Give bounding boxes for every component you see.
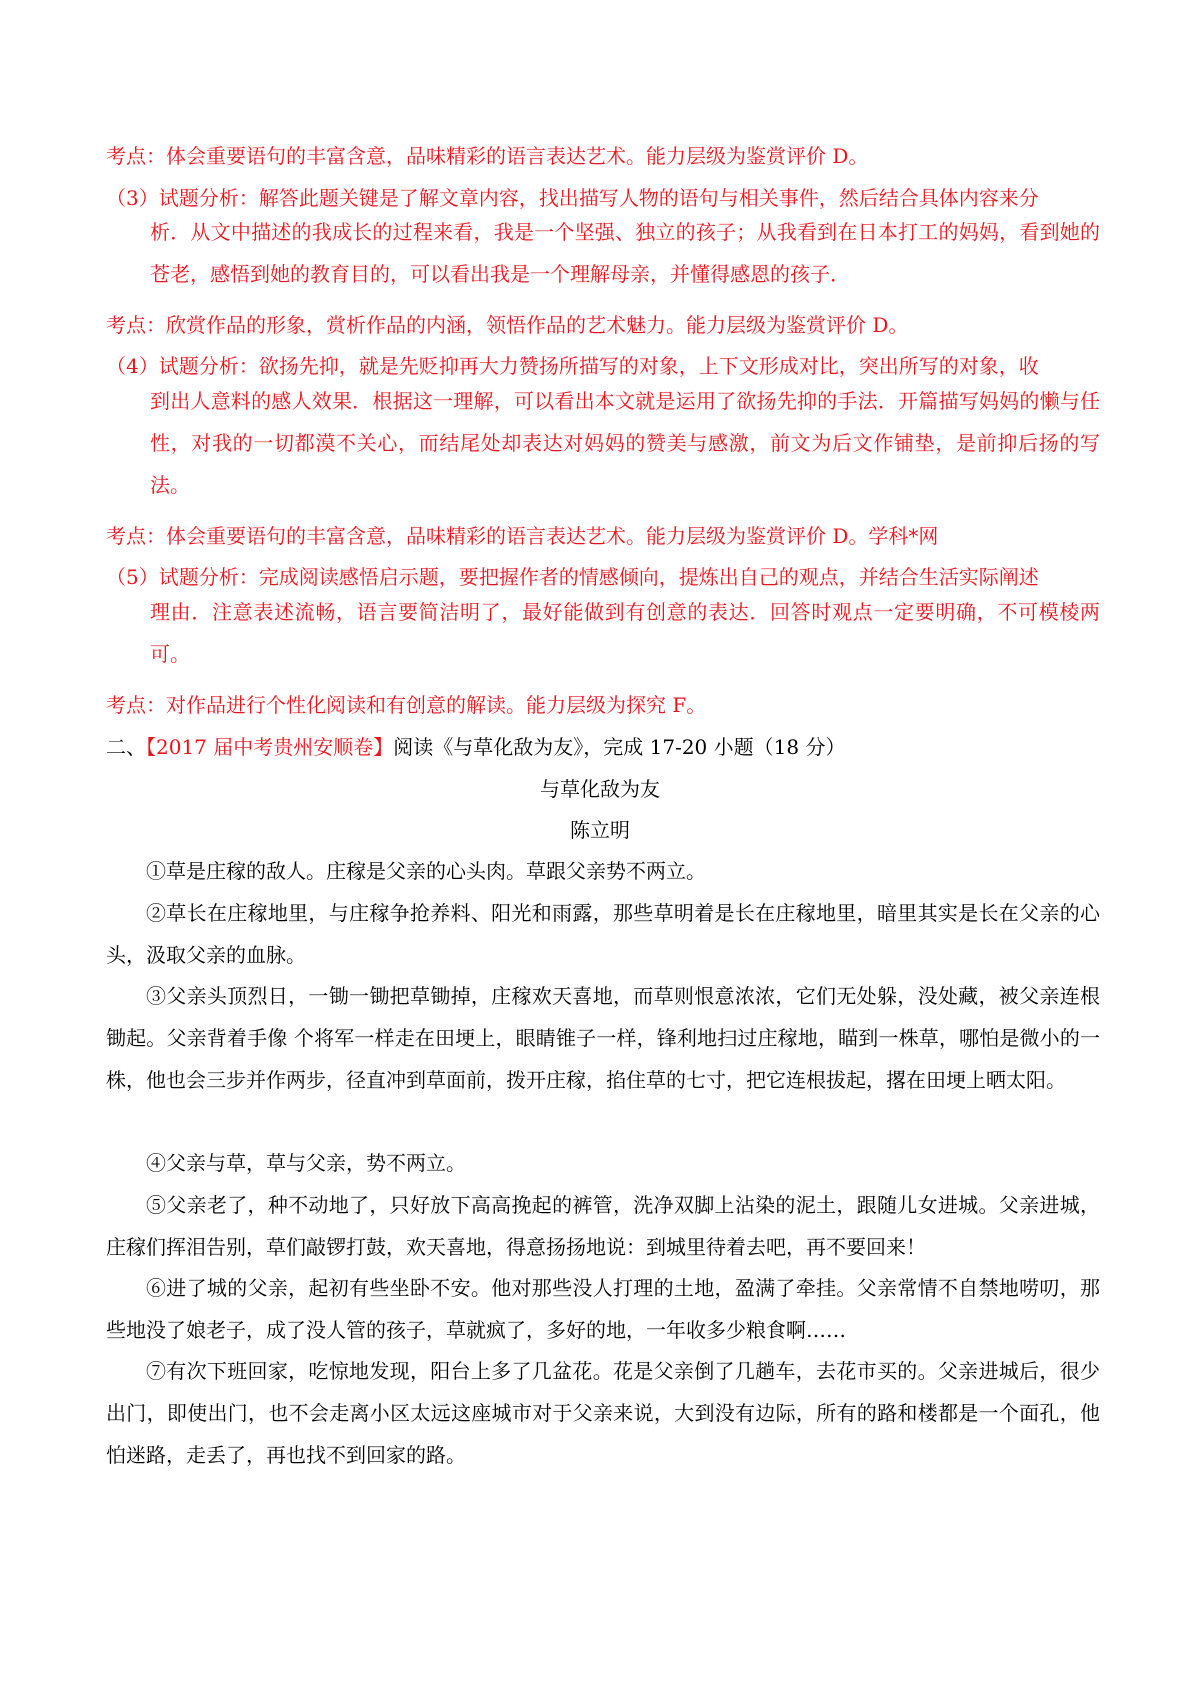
article-author: 陈立明 [570, 818, 630, 842]
article-paragraph-5: ⑤父亲老了，种不动地了，只好放下高高挽起的裤管，洗净双脚上沾染的泥土，跟随儿女进城。父亲进城，庄稼们挥泪告别，草们敲锣打鼓，欢天喜地，得意扬扬地说：到城里待着去吧，再不要回来！ [106, 1193, 1100, 1259]
article-paragraph-1: ①草是庄稼的敌人。庄稼是父亲的心头肉。草跟父亲势不两立。 [146, 859, 706, 883]
kaodian-line-2: 考点：欣赏作品的形象，赏析作品的内涵，领悟作品的艺术魅力。能力层级为鉴赏评价 D。 [106, 313, 909, 337]
kaodian-line-1: 考点：体会重要语句的丰富含意，品味精彩的语言表达艺术。能力层级为鉴赏评价 D。 [106, 144, 869, 168]
article-paragraph-2: ②草长在庄稼地里，与庄稼争抢养料、阳光和雨露，那些草明着是长在庄稼地里，暗里其实是长在父亲的心头，汲取父亲的血脉。 [106, 901, 1100, 967]
article-title: 与草化敌为友 [540, 777, 660, 801]
kaodian-line-3: 考点：体会重要语句的丰富含意，品味精彩的语言表达艺术。能力层级为鉴赏评价 D。学科*网 [106, 524, 939, 548]
q3-analysis-rest: 析．从文中描述的我成长的过程来看，我是一个坚强、独立的孩子；从我看到在日本打工的妈妈，看到她的苍老，感悟到她的教育目的，可以看出我是一个理解母亲，并懂得感恩的孩子． [150, 220, 1100, 286]
q5-analysis-rest: 理由．注意表述流畅，语言要简洁明了，最好能做到有创意的表达．回答时观点一定要明确，不可模棱两可。 [150, 600, 1100, 666]
article-paragraph-4: ④父亲与草，草与父亲，势不两立。 [146, 1151, 466, 1175]
kaodian-line-4: 考点：对作品进行个性化阅读和有创意的解读。能力层级为探究 F。 [106, 693, 707, 717]
q4-analysis-rest: 到出人意料的感人效果．根据这一理解，可以看出本文就是运用了欲扬先抑的手法．开篇描写妈妈的懒与任性，对我的一切都漠不关心，而结尾处却表达对妈妈的赞美与感激，前文为后文作铺垫，是前抑后扬的写法。 [150, 389, 1100, 497]
section-two-prefix: 二、 [106, 735, 146, 759]
section-two-instruction: 阅读《与草化敌为友》，完成 17-20 小题（18 分） [393, 735, 846, 759]
section-two-source: 【2017 届中考贵州安顺卷】 [146, 735, 394, 759]
q4-analysis-lead: （4）试题分析：欲扬先抑，就是先贬抑再大力赞扬所描写的对象，上下文形成对比，突出所写的对象，收 [106, 354, 1039, 378]
q3-analysis-lead: （3）试题分析：解答此题关键是了解文章内容，找出描写人物的语句与相关事件，然后结合具体内容来分 [106, 186, 1039, 210]
article-paragraph-3: ③父亲头顶烈日，一锄一锄把草锄掉，庄稼欢天喜地，而草则恨意浓浓，它们无处躲，没处藏，被父亲连根锄起。父亲背着手像 个将军一样走在田埂上，眼睛锥子一样，锋利地扫过庄稼地，瞄到一株草，哪怕是微小的一株，他也会三步并作两步，径直冲到草面前，拨开庄稼，掐住草的七寸，把它连根拔起，撂在田埂上晒太阳。 [106, 984, 1100, 1092]
article-paragraph-7: ⑦有次下班回家，吃惊地发现，阳台上多了几盆花。花是父亲倒了几趟车，去花市买的。父亲进城后，很少出门，即使出门，也不会走离小区太远这座城市对于父亲来说，大到没有边际，所有的路和楼都是一个面孔，他怕迷路，走丢了，再也找不到回家的路。 [106, 1359, 1100, 1467]
article-paragraph-6: ⑥进了城的父亲，起初有些坐卧不安。他对那些没人打理的土地，盈满了牵挂。父亲常情不自禁地唠叨，那些地没了娘老子，成了没人管的孩子，草就疯了，多好的地，一年收多少粮食啊…… [106, 1276, 1100, 1342]
section-two-heading [106, 733, 845, 761]
q5-analysis-lead: （5）试题分析：完成阅读感悟启示题，要把握作者的情感倾向，提炼出自己的观点，并结合生活实际阐述 [106, 565, 1039, 589]
